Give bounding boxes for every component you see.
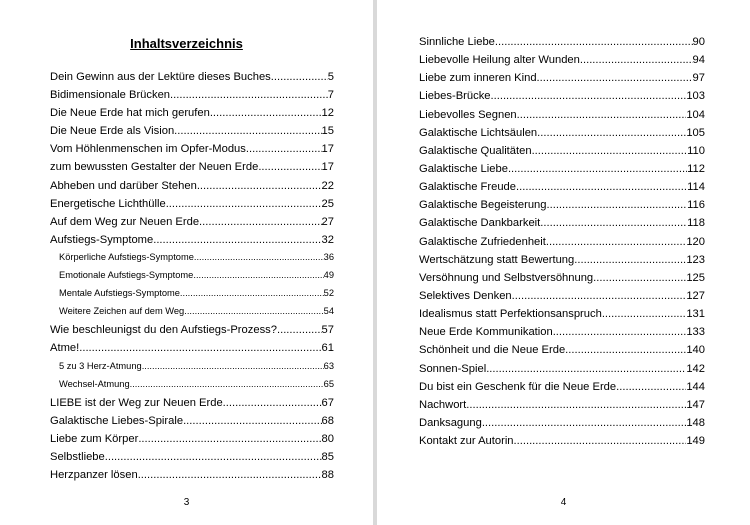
dot-leader <box>593 272 686 284</box>
dot-leader <box>491 90 687 102</box>
toc-entry[interactable] <box>419 36 705 54</box>
toc-entry-page: 63 <box>323 360 334 371</box>
toc-entry-page: 133 <box>686 326 705 339</box>
dot-leader <box>537 72 693 84</box>
toc-entry[interactable] <box>419 199 705 217</box>
toc-entry-title: Idealismus statt Perfektionsanspruch <box>419 308 602 321</box>
toc-entry-title: Liebe zum inneren Kind <box>419 72 537 85</box>
dot-leader <box>246 143 322 155</box>
toc-entry-page: 103 <box>686 90 705 103</box>
toc-entry-title: Schönheit und die Neue Erde <box>419 344 566 357</box>
dot-leader <box>516 181 687 193</box>
toc-entry-title: Du bist ein Geschenk für die Neue Erde <box>419 380 617 393</box>
page-number-left: 3 <box>183 497 190 508</box>
toc-entry[interactable] <box>419 217 705 235</box>
toc-entry[interactable] <box>419 363 705 381</box>
toc-entry-page: 57 <box>321 324 334 337</box>
dot-leader <box>616 381 686 393</box>
dot-leader <box>223 397 322 409</box>
toc-entry[interactable] <box>50 361 334 379</box>
dot-leader <box>547 199 688 211</box>
toc-entry[interactable] <box>50 252 334 270</box>
toc-entry-title: Selektives Denken <box>419 289 512 302</box>
toc-entry-title: Galaktische Liebe <box>419 162 508 175</box>
toc-entry[interactable] <box>419 109 705 127</box>
toc-entry[interactable] <box>419 272 705 290</box>
toc-entry[interactable] <box>419 90 705 108</box>
toc-entry[interactable] <box>50 89 334 107</box>
toc-list-right <box>419 36 705 453</box>
toc-entry-page: 149 <box>686 435 705 448</box>
toc-entry-title: Emotionale Aufstiegs-Symptome <box>59 270 194 281</box>
dot-leader <box>180 288 324 298</box>
toc-entry-page: 5 <box>327 71 334 83</box>
dot-leader <box>495 36 693 48</box>
toc-entry[interactable] <box>419 381 705 399</box>
toc-entry-title: Atme! <box>50 342 80 355</box>
dot-leader <box>537 127 686 139</box>
toc-entry-page: 105 <box>686 126 705 139</box>
toc-entry[interactable] <box>419 435 705 453</box>
page-right <box>377 0 750 525</box>
toc-entry-title: Dein Gewinn aus der Lektüre dieses Buches <box>50 71 271 83</box>
toc-entry-page: 116 <box>687 199 705 212</box>
dot-leader <box>532 145 688 157</box>
toc-entry[interactable] <box>419 254 705 272</box>
dot-leader <box>166 198 322 210</box>
toc-entry-page: 12 <box>321 107 334 120</box>
toc-entry[interactable] <box>419 54 705 72</box>
toc-entry-title: Körperliche Aufstiegs-Symptome <box>59 251 194 262</box>
toc-entry-page: 114 <box>687 181 705 194</box>
toc-entry-page: 27 <box>321 215 334 228</box>
toc-entry-title: Liebevolles Segnen <box>419 108 517 121</box>
toc-entry[interactable] <box>419 417 705 435</box>
toc-entry[interactable] <box>50 379 334 397</box>
toc-entry-title: Bidimensionale Brücken <box>50 89 171 102</box>
dot-leader <box>105 451 322 463</box>
dot-leader <box>553 326 687 338</box>
toc-entry-title: Galaktische Dankbarkeit <box>419 217 541 230</box>
toc-entry[interactable] <box>419 344 705 362</box>
dot-leader <box>602 308 687 320</box>
toc-entry[interactable] <box>50 125 334 143</box>
toc-entry-title: Wie beschleunigst du den Aufstiegs-Prozess? <box>50 324 277 337</box>
dot-leader <box>258 161 321 173</box>
dot-leader <box>210 107 322 119</box>
toc-entry-page: 49 <box>323 270 334 281</box>
dot-leader <box>79 342 321 354</box>
toc-entry[interactable] <box>50 469 334 487</box>
toc-entry-page: 61 <box>321 342 334 355</box>
dot-leader <box>517 109 687 121</box>
dot-leader <box>486 363 686 375</box>
dot-leader <box>508 163 687 175</box>
toc-entry-page: 22 <box>321 179 334 192</box>
dot-leader <box>170 89 328 101</box>
toc-entry-page: 67 <box>321 396 334 409</box>
toc-entry[interactable] <box>50 216 334 234</box>
toc-entry-page: 90 <box>692 36 705 48</box>
toc-entry-page: 80 <box>321 432 334 445</box>
toc-entry[interactable] <box>50 415 334 433</box>
toc-entry-title: Abheben und darüber Stehen <box>50 179 197 192</box>
toc-entry-title: Danksagung <box>419 416 482 429</box>
dot-leader <box>142 361 324 371</box>
toc-entry-title: Nachwort <box>419 398 467 411</box>
toc-entry-page: 123 <box>686 253 705 266</box>
toc-entry-title: Die Neue Erde als Vision <box>50 125 175 138</box>
toc-entry[interactable] <box>50 342 334 360</box>
toc-entry-page: 104 <box>686 108 705 121</box>
dot-leader <box>271 71 328 83</box>
toc-entry[interactable] <box>50 234 334 252</box>
toc-entry-title: Die Neue Erde hat mich gerufen <box>50 107 210 120</box>
toc-entry-title: Aufstiegs-Symptome <box>50 233 154 246</box>
dot-leader <box>466 399 686 411</box>
toc-entry[interactable] <box>419 290 705 308</box>
dot-leader <box>197 180 322 192</box>
toc-entry-page: 25 <box>321 197 334 210</box>
dot-leader <box>199 216 322 228</box>
toc-entry-title: Galaktische Qualitäten <box>419 144 532 157</box>
page-number-right: 4 <box>560 497 567 508</box>
toc-entry-page: 54 <box>323 306 334 317</box>
toc-entry-title: Galaktische Zufriedenheit <box>419 235 546 248</box>
toc-entry-title: Kontakt zur Autorin <box>419 435 514 448</box>
toc-entry[interactable] <box>419 326 705 344</box>
dot-leader <box>565 344 686 356</box>
toc-entry-page: 85 <box>321 450 334 463</box>
toc-entry-title: Versöhnung und Selbstversöhnung <box>419 271 594 284</box>
toc-entry-page: 17 <box>321 161 334 174</box>
toc-entry-page: 15 <box>321 125 334 138</box>
toc-entry-title: 5 zu 3 Herz-Atmung <box>59 360 142 371</box>
toc-entry-page: 144 <box>686 380 705 393</box>
toc-entry-title: Galaktische Liebes-Spirale <box>50 414 184 427</box>
toc-entry-title: Herzpanzer lösen <box>50 469 138 482</box>
toc-entry[interactable] <box>50 288 334 306</box>
toc-entry-page: 131 <box>686 308 705 321</box>
toc-entry-page: 112 <box>687 162 705 175</box>
toc-entry[interactable] <box>50 71 334 89</box>
toc-entry-title: Liebe zum Körper <box>50 432 139 445</box>
toc-entry-title: Galaktische Begeisterung <box>419 199 547 212</box>
dot-leader <box>183 415 321 427</box>
toc-list-left <box>50 71 334 487</box>
toc-entry-page: 88 <box>321 469 334 482</box>
toc-entry[interactable] <box>50 306 334 324</box>
toc-entry-title: Auf dem Weg zur Neuen Erde <box>50 215 200 228</box>
dot-leader <box>277 324 322 336</box>
toc-entry[interactable] <box>50 143 334 161</box>
page-left <box>0 0 373 525</box>
toc-entry[interactable] <box>50 324 334 342</box>
toc-entry[interactable] <box>50 433 334 451</box>
toc-entry[interactable] <box>50 180 334 198</box>
dot-leader <box>546 236 686 248</box>
toc-entry-page: 127 <box>686 289 705 302</box>
toc-entry[interactable] <box>419 181 705 199</box>
toc-entry[interactable] <box>50 397 334 415</box>
toc-entry-page: 68 <box>321 414 334 427</box>
toc-entry-page: 142 <box>686 362 705 375</box>
toc-entry-title: Energetische Lichthülle <box>50 197 166 210</box>
toc-entry-title: Sonnen-Spiel <box>419 362 487 375</box>
toc-entry-page: 97 <box>692 72 705 85</box>
toc-entry-page: 7 <box>327 89 334 102</box>
toc-entry-page: 65 <box>323 378 334 389</box>
toc-entry-page: 148 <box>686 416 705 429</box>
toc-entry[interactable] <box>419 399 705 417</box>
toc-entry-title: Wertschätzung statt Bewertung <box>419 253 575 266</box>
dot-leader <box>138 433 321 445</box>
toc-entry[interactable] <box>50 198 334 216</box>
dot-leader <box>174 125 321 137</box>
toc-entry[interactable] <box>419 308 705 326</box>
toc-entry-page: 36 <box>323 251 334 262</box>
dot-leader <box>193 270 323 280</box>
toc-entry[interactable] <box>419 236 705 254</box>
toc-entry-title: Neue Erde Kommunikation <box>419 326 553 339</box>
dot-leader <box>194 252 324 262</box>
toc-entry-page: 52 <box>323 288 334 299</box>
toc-entry-title: Mentale Aufstiegs-Symptome <box>59 288 180 299</box>
toc-entry-page: 120 <box>686 235 705 248</box>
toc-entry-title: Weitere Zeichen auf dem Weg <box>59 306 185 317</box>
toc-entry-title: Galaktische Lichtsäulen <box>419 126 538 139</box>
dot-leader <box>153 234 321 246</box>
toc-entry-page: 118 <box>687 217 705 230</box>
toc-entry-page: 147 <box>686 398 705 411</box>
dot-leader <box>540 217 687 229</box>
toc-title: Inhaltsverzeichnis <box>130 36 243 51</box>
toc-entry-page: 94 <box>692 54 705 67</box>
toc-entry[interactable] <box>50 107 334 125</box>
toc-entry-page: 17 <box>321 143 334 156</box>
toc-entry-page: 140 <box>686 344 705 357</box>
dot-leader <box>138 469 322 481</box>
toc-entry-page: 110 <box>687 144 705 157</box>
dot-leader <box>130 379 324 389</box>
toc-entry-title: Selbstliebe <box>50 450 105 463</box>
toc-entry-title: Sinnliche Liebe <box>419 36 495 48</box>
dot-leader <box>574 254 686 266</box>
toc-entry[interactable] <box>50 451 334 469</box>
dot-leader <box>482 417 687 429</box>
toc-entry-page: 32 <box>321 233 334 246</box>
toc-entry-title: zum bewussten Gestalter der Neuen Erde <box>50 161 259 174</box>
toc-entry[interactable] <box>419 72 705 90</box>
toc-entry[interactable] <box>50 270 334 288</box>
toc-entry-title: Wechsel-Atmung <box>59 378 130 389</box>
toc-entry[interactable] <box>419 127 705 145</box>
toc-entry[interactable] <box>419 145 705 163</box>
dot-leader <box>514 435 687 447</box>
toc-entry-page: 125 <box>686 271 705 284</box>
dot-leader <box>580 54 693 66</box>
toc-entry-title: LIEBE ist der Weg zur Neuen Erde <box>50 396 223 409</box>
toc-entry[interactable] <box>50 161 334 179</box>
dot-leader <box>512 290 687 302</box>
toc-entry-title: Galaktische Freude <box>419 181 517 194</box>
toc-entry-title: Liebevolle Heilung alter Wunden <box>419 54 580 67</box>
dot-leader <box>184 306 323 316</box>
toc-entry-title: Vom Höhlenmenschen im Opfer-Modus <box>50 143 246 156</box>
toc-entry[interactable] <box>419 163 705 181</box>
toc-entry-title: Liebes-Brücke <box>419 90 491 103</box>
